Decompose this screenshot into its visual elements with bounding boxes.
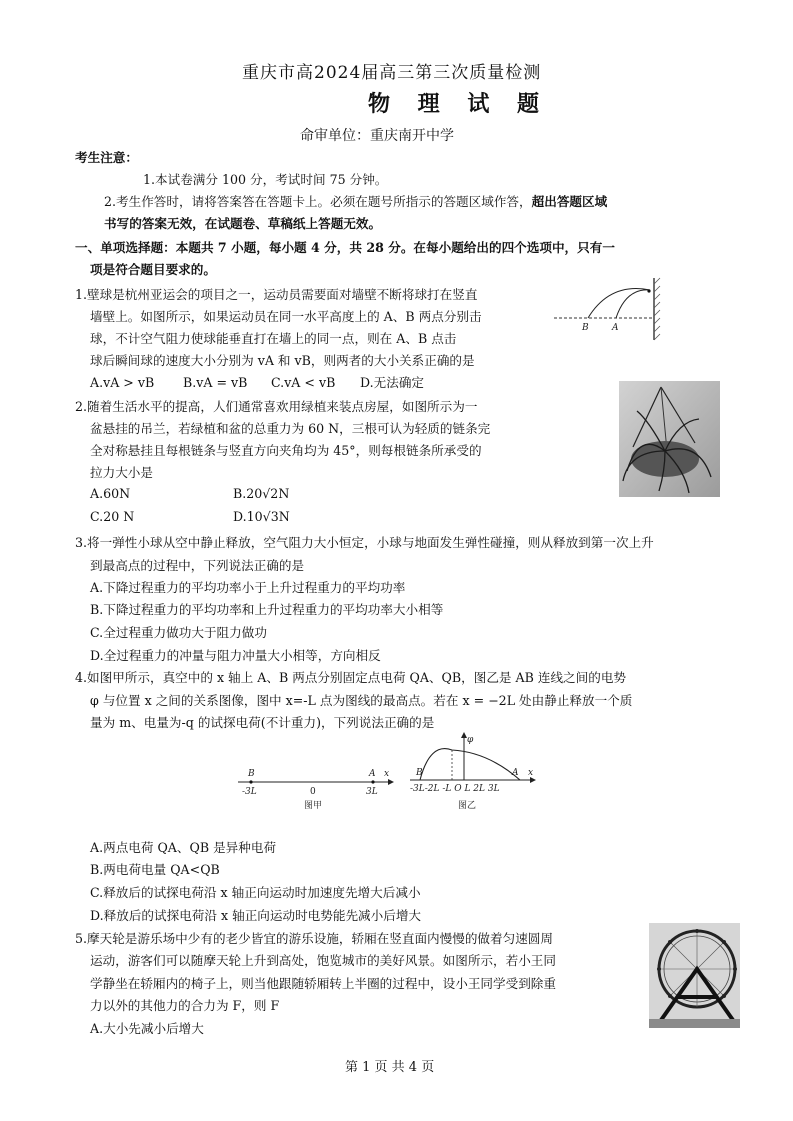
q5-line-3: 学静坐在轿厢内的椅子上，则当他跟随轿厢转上半圈的过程中，设小王同学受到除重	[90, 976, 556, 991]
notice-line-3: 书写的答案无效，在试题卷、草稿纸上答题无效。	[104, 216, 382, 231]
q2-line-1: 2.随着生活水平的提高，人们通常喜欢用绿植来装点房屋，如图所示为一	[75, 399, 478, 414]
notice-line-2-text: 2.考生作答时，请将答案答在答题卡上。必须在题号所指示的答题区域作答，	[104, 194, 532, 209]
q2-line-4: 拉力大小是	[90, 465, 153, 480]
q4-option-c: C.释放后的试探电荷沿 x 轴正向运动时加速度先增大后减小	[90, 885, 421, 900]
q1-option-a: A.vA > vB	[90, 375, 155, 390]
notice-line-1: 1.本试卷满分 100 分，考试时间 75 分钟。	[143, 172, 388, 187]
q4-figure-b-label-b: B	[416, 768, 423, 778]
q4-option-b: B.两电荷电量 QA<QB	[90, 862, 220, 877]
section-1-line-1: 一、单项选择题：本题共 7 小题，每小题 4 分，共 28 分。在每小题给出的四个选项中，只有一	[75, 240, 615, 255]
q1-option-c: C.vA < vB	[271, 375, 336, 390]
q3-option-d: D.全过程重力的冲量与阻力冲量大小相等，方向相反	[90, 648, 381, 663]
q4-option-d: D.释放后的试探电荷沿 x 轴正向运动时电势能先减小后增大	[90, 908, 422, 923]
q4-figure-b	[408, 732, 538, 812]
q1-trajectory-a	[616, 290, 650, 318]
q4-figure-b-ticks: -3L-2L -L O L 2L 3L	[410, 784, 500, 794]
exam-unit: 命审单位：重庆南开中学	[300, 128, 454, 144]
q4-figure-a-tick-n3: -3L	[242, 787, 257, 797]
q2-line-3: 全对称悬挂且每根链条与竖直方向夹角均为 45°，则每根链条所承受的	[90, 443, 482, 458]
q4-charge-b	[249, 780, 252, 783]
q4-figure-b-label-phi: φ	[467, 735, 474, 745]
q4-figure-b-label-x: x	[528, 768, 534, 778]
notice-line-2-bold: 超出答题区域	[531, 194, 608, 209]
q3-line-2: 到最高点的过程中，下列说法正确的是	[90, 558, 305, 573]
q4-option-a: A.两点电荷 QA、QB 是异种电荷	[90, 840, 277, 855]
q1-line-4: 球后瞬间球的速度大小分别为 vA 和 vB，则两者的大小关系正确的是	[90, 353, 475, 368]
exam-subject: 物 理 试 题	[368, 91, 549, 117]
q4-line-3: 量为 m、电量为-q 的试探电荷(不计重力)，下列说法正确的是	[90, 715, 435, 730]
q1-figure-label-a: A	[612, 323, 619, 333]
q2-option-b: B.20√2N	[233, 486, 290, 501]
q1-ball	[647, 289, 650, 292]
q5-line-2: 运动，游客们可以随摩天轮上升到高处，饱览城市的美好风景。如图所示，若小王同	[90, 953, 556, 968]
q5-line-4: 力以外的其他力的合力为 F，则 F	[90, 998, 280, 1013]
q5-ferris-wheel-photo	[649, 923, 740, 1028]
q2-option-d: D.10√3N	[233, 509, 290, 524]
q1-line-2: 墙壁上。如图所示，如果运动员在同一水平高度上的 A、B 两点分别击	[90, 309, 482, 324]
q4-figure-a-label-b: B	[248, 769, 255, 779]
q4-line-1: 4.如图甲所示，真空中的 x 轴上 A、B 两点分别固定点电荷 QA、QB，图乙是 AB 连线之间的电势	[75, 670, 627, 685]
q1-trajectory-b	[588, 289, 650, 318]
q3-line-1: 3.将一弹性小球从空中静止释放，空气阻力大小恒定，小球与地面发生弹性碰撞，则从释放到第一次上升	[75, 535, 654, 550]
section-1-line-2: 项是符合题目要求的。	[90, 262, 216, 277]
q2-line-2: 盆悬挂的吊兰，若绿植和盆的总重力为 60 N，三根可认为轻质的链条完	[90, 421, 491, 436]
notice-heading: 考生注意：	[75, 150, 138, 165]
q4-potential-curve	[420, 749, 520, 780]
q4-figure-a	[236, 760, 396, 812]
q4-line-2: φ 与位置 x 之间的关系图像，图中 x=-L 点为图线的最高点。若在 x = −2L 处由静止释放一个质	[90, 693, 633, 708]
q1-line-3: 球，不计空气阻力使球能垂直打在墙上的同一点，则在 A、B 点击	[90, 331, 457, 346]
q4-figure-a-label-x: x	[384, 769, 390, 779]
q5-option-a: A.大小先减小后增大	[90, 1021, 204, 1036]
q2-option-a: A.60N	[90, 486, 131, 501]
q1-line-1: 1.壁球是杭州亚运会的项目之一，运动员需要面对墙壁不断将球打在竖直	[75, 287, 478, 302]
q1-figure-label-b: B	[582, 323, 589, 333]
q2-option-c: C.20 N	[90, 509, 135, 524]
q4-charge-a	[371, 780, 374, 783]
q1-option-b: B.vA = vB	[183, 375, 248, 390]
q4-figure-b-label-a: A	[512, 768, 519, 778]
q4-figure-a-caption: 图甲	[304, 801, 323, 811]
q2-hanging-plant-photo	[619, 381, 720, 497]
notice-line-2	[104, 192, 607, 212]
q4-figure-a-arrow	[388, 779, 394, 785]
q3-option-a: A.下降过程重力的平均功率小于上升过程重力的平均功率	[90, 580, 406, 595]
q5-line-1: 5.摩天轮是游乐场中少有的老少皆宜的游乐设施，轿厢在竖直面内慢慢的做着匀速圆周	[75, 931, 553, 946]
q3-option-b: B.下降过程重力的平均功率和上升过程重力的平均功率大小相等	[90, 602, 444, 617]
q4-figure-b-caption: 图乙	[458, 801, 477, 811]
q4-figure-a-label-a: A	[369, 769, 376, 779]
q1-option-d: D.无法确定	[360, 375, 425, 390]
q3-option-c: C.全过程重力做功大于阻力做功	[90, 625, 267, 640]
q4-figure-a-tick-p3: 3L	[366, 787, 378, 797]
q1-squash-figure	[550, 274, 672, 346]
page-footer: 第 1 页 共 4 页	[345, 1060, 435, 1075]
q4-figure-a-tick-0: 0	[310, 787, 316, 797]
exam-title: 重庆市高2024届高三第三次质量检测	[242, 63, 542, 83]
